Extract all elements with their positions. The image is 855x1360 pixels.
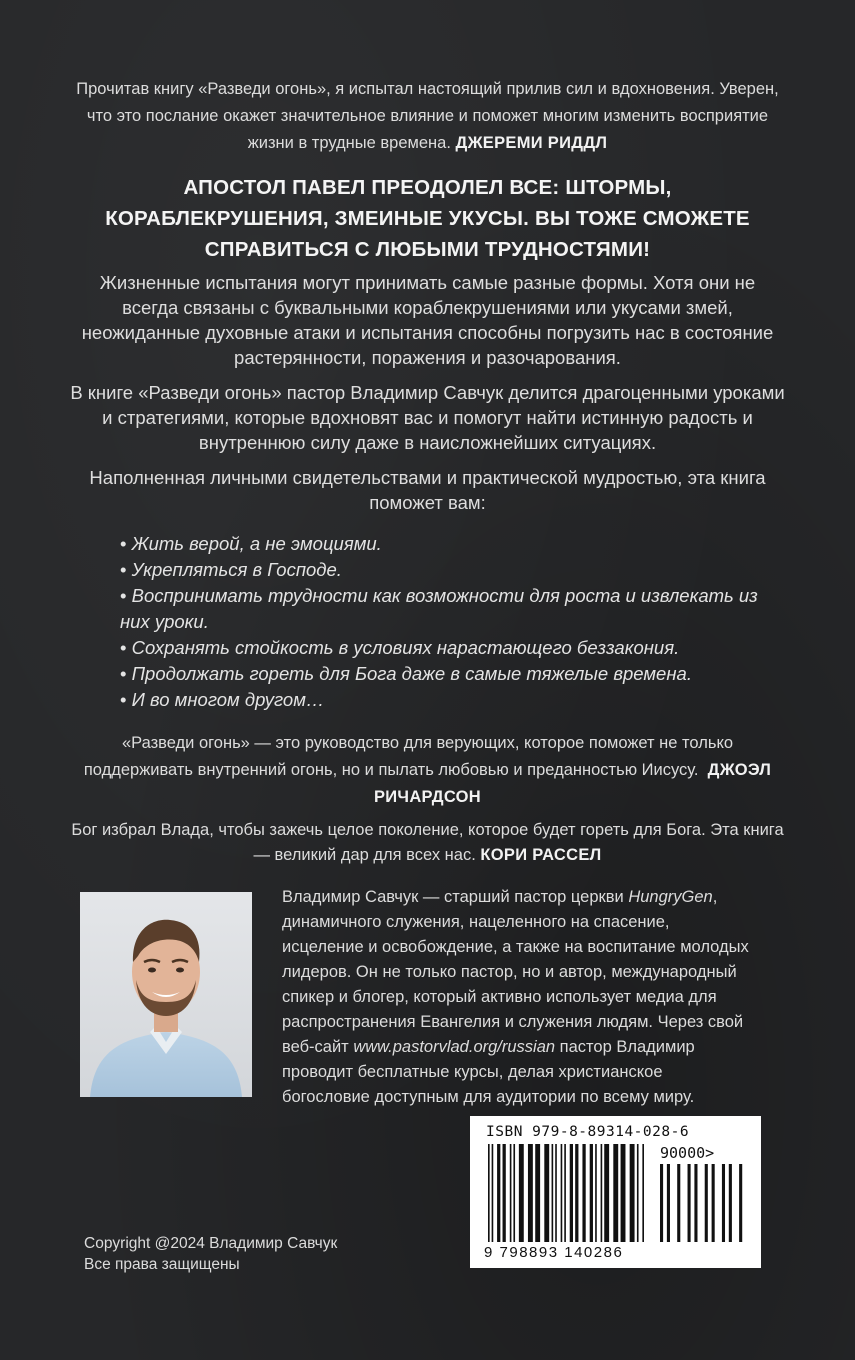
endorsement-middle-author: ДЖОЭЛ РИЧАРДСОН <box>373 761 772 806</box>
list-item <box>120 687 760 713</box>
endorsement-top-author: ДЖЕРЕМИ РИДДЛ <box>455 134 608 152</box>
list-item <box>120 635 760 661</box>
addon-barcode-bars-icon <box>660 1164 746 1242</box>
list-item <box>120 583 760 635</box>
author-bio <box>282 885 752 1110</box>
author-photo <box>80 892 252 1097</box>
bio-church-name: HungryGen <box>628 888 713 906</box>
bullet-dot: • <box>120 533 127 554</box>
endorsement-top-text: Прочитав книгу «Разведи огонь», я испытал настоящий прилив сил и вдохновения. Уверен, что это послание окажет значительное влияние и поможет многим изменить восприятие жизни в трудные времена. <box>76 80 779 152</box>
list-item-text: Жить верой, а не эмоциями. <box>131 533 382 554</box>
copyright-line: Copyright @2024 Владимир Савчук <box>84 1235 338 1252</box>
endorsement-middle-text: «Разведи огонь» — это руководство для верующих, которое поможет не только поддерживать внутренний огонь, но и пылать любовью и преданностью Иисусу. <box>83 734 734 779</box>
benefit-list <box>120 531 760 713</box>
endorsement-bottom-author: КОРИ РАССЕЛ <box>480 846 602 864</box>
list-item <box>120 557 760 583</box>
isbn-barcode <box>470 1116 761 1268</box>
list-item-text: Укрепляться в Господе. <box>131 559 342 580</box>
barcode-bars-icon <box>488 1144 646 1242</box>
bullet-dot: • <box>120 637 127 658</box>
isbn-number: ISBN 979-8-89314-028-6 <box>486 1124 690 1140</box>
ean-number: 9 798893 140286 <box>484 1244 624 1261</box>
paragraph-lead-in: Наполненная личными свидетельствами и практической мудростью, эта книга поможет вам: <box>89 467 766 513</box>
list-item-text: Сохранять стойкость в условиях нарастающего беззакония. <box>131 637 680 658</box>
list-item-text: Воспринимать трудности как возможности для роста и извлекать из них уроки. <box>120 585 758 632</box>
list-item <box>120 531 760 557</box>
bullet-dot: • <box>120 689 127 710</box>
list-item-text: Продолжать гореть для Бога даже в самые тяжелые времена. <box>131 663 692 684</box>
rights-line: Все права защищены <box>84 1256 240 1273</box>
headline: АПОСТОЛ ПАВЕЛ ПРЕОДОЛЕЛ ВСЕ: ШТОРМЫ, КОРАБЛЕКРУШЕНИЯ, ЗМЕИНЫЕ УКУСЫ. ВЫ ТОЖЕ СМОЖЕТЕ СПРАВИТЬСЯ С ЛЮБЫМИ ТРУДНОСТЯМИ! <box>105 176 750 261</box>
paragraph-book-intro: В книге «Разведи огонь» пастор Владимир Савчук делится драгоценными уроками и стратегиями, которые вдохновят вас и помогут найти истинную радость и внутреннюю силу даже в наисложнейших ситуациях. <box>70 382 785 453</box>
bio-text-3: пастор Владимир проводит бесплатные курсы, делая христианское богословие доступным для аудитории по всему миру. <box>282 1038 695 1106</box>
bio-text-1: Владимир Савчук — старший пастор церкви <box>282 888 629 906</box>
author-portrait-icon <box>80 892 252 1097</box>
bullet-dot: • <box>120 585 127 606</box>
endorsement-top <box>70 76 785 157</box>
price-addon: 90000> <box>660 1144 715 1162</box>
bullet-dot: • <box>120 663 127 684</box>
endorsement-bottom <box>70 818 785 868</box>
endorsement-bottom-text: Бог избрал Влада, чтобы зажечь целое поколение, которое будет гореть для Бога. Эта книга — великий дар для всех нас. <box>71 821 784 864</box>
list-item <box>120 661 760 687</box>
list-item-text: И во многом другом… <box>131 689 325 710</box>
bullet-dot: • <box>120 559 127 580</box>
endorsement-middle <box>70 730 785 811</box>
bio-website: www.pastorvlad.org/russian <box>353 1038 556 1056</box>
bio-text-2: , динамичного служения, нацеленного на спасение, исцеление и освобождение, а также на воспитание молодых лидеров. Он не только пастор, но и автор, международный спикер и блогер, который активно использует медиа для распространения Евангелия и служения людям. Через свой веб-сайт <box>282 888 749 1056</box>
paragraph-trials: Жизненные испытания могут принимать самые разные формы. Хотя они не всегда связаны с буквальными кораблекрушениями или укусами змей, неожиданные духовные атаки и испытания способны погрузить нас в состояние растерянности, поражения и разочарования. <box>81 272 774 368</box>
copyright <box>84 1233 337 1275</box>
